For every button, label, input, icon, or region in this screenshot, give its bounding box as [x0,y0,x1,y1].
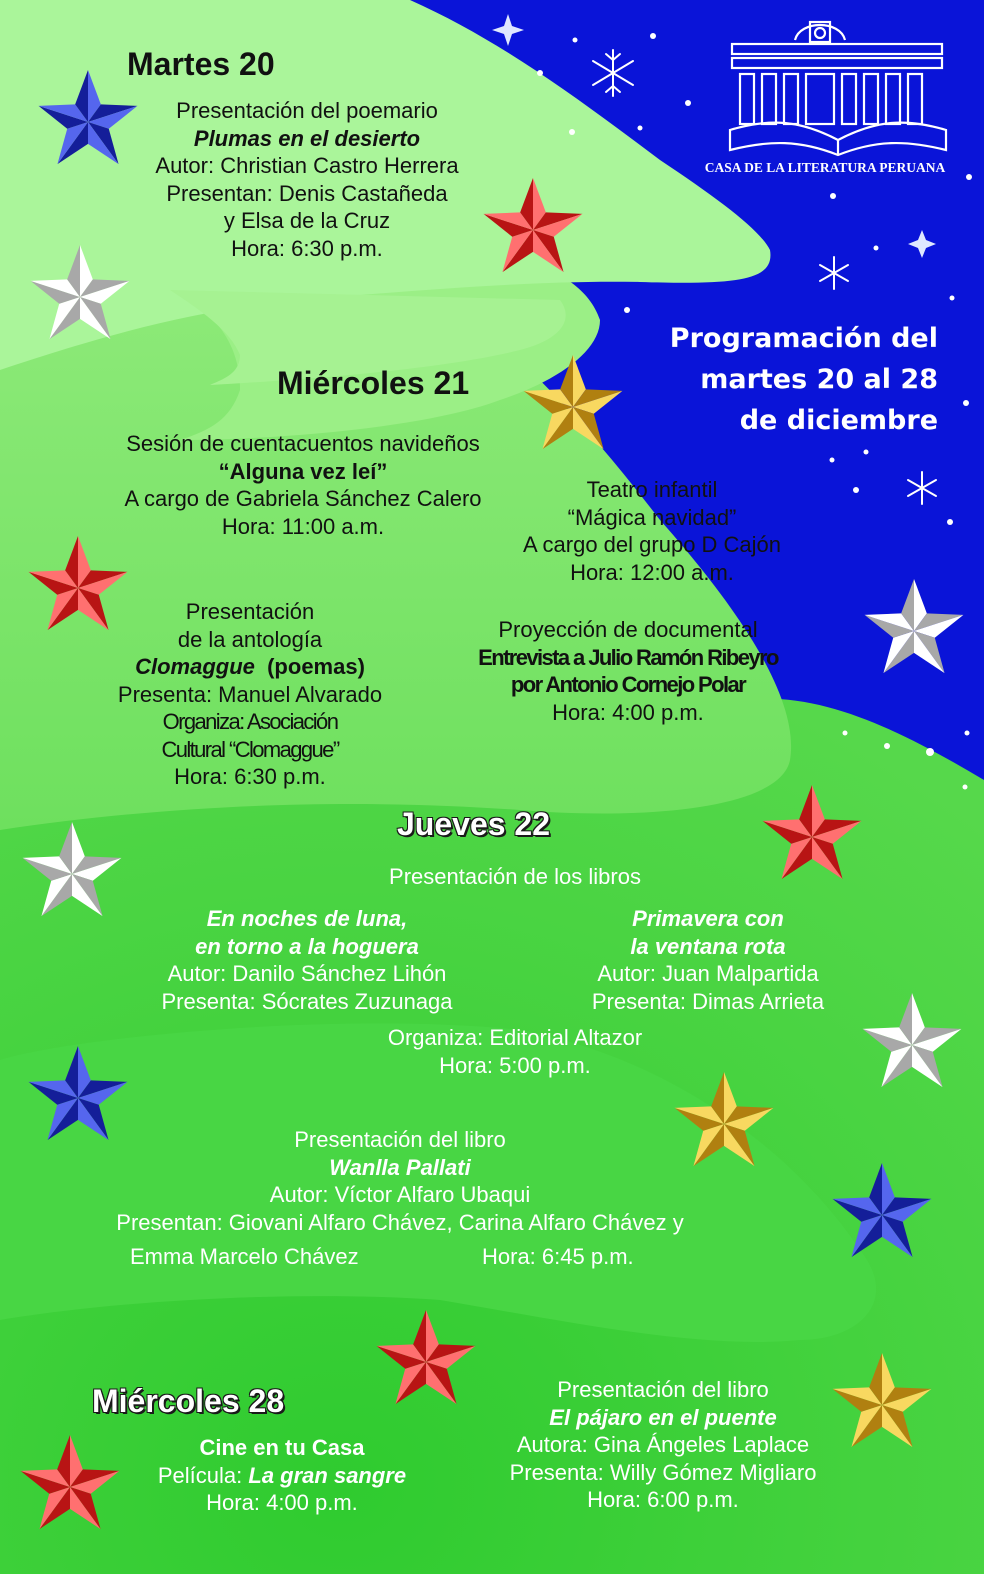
event-presenters-2: Emma Marcelo Chávez [130,1244,359,1269]
event-presenters-2: y Elsa de la Cruz [223,208,391,233]
event-documental [440,616,816,726]
event-host: A cargo del grupo D Cajón [522,532,782,557]
book-title: En noches de luna, [206,906,408,931]
event-time: Hora: 6:30 p.m. [174,764,326,789]
program-line-1: Programación del [669,323,938,354]
event-time: Hora: 4:00 p.m. [206,1490,358,1515]
brand-name: CASA DE LA LITERATURA PERUANA [704,160,946,175]
event-line-2: de la antología [177,626,323,652]
event-teatro [500,476,804,586]
event-cuentacuentos [100,430,506,540]
event-author: Autor: Víctor Alfaro Ubaqui [269,1182,531,1207]
event-time: Hora: 6:30 p.m. [231,235,383,261]
event-work-title: “Mágica navidad” [567,504,737,530]
book-title-2: en torno a la hoguera [195,933,419,959]
book-title-2: la ventana rota [630,933,786,959]
event-author: Autor: Christian Castro Herrera [155,153,459,178]
book-author: Autor: Danilo Sánchez Lihón [167,961,447,986]
event-time: Hora: 6:00 p.m. [587,1487,739,1512]
event-film-line [110,1462,454,1490]
event-cine [110,1434,454,1517]
event-line: Sesión de cuentacuentos navideños [126,431,480,456]
event-line: Presentación del libro [557,1377,769,1402]
event-work-line [100,653,400,681]
event-time: Hora: 6:45 p.m. [482,1244,634,1269]
event-presenters: Presentan: Denis Castañeda [166,180,448,206]
book-author: Autor: Juan Malpartida [597,961,819,986]
event-presenter: Presenta: Willy Gómez Migliaro [509,1459,817,1485]
event-work-title: Clomaggue [135,654,255,679]
event-presenter: Presenta: Manuel Alvarado [117,681,383,707]
event-author: Autora: Gina Ángeles Laplace [516,1432,810,1457]
event-organizer: Organiza: Asociación [162,709,338,734]
event-antologia [100,598,400,791]
event-host: A cargo de Gabriela Sánchez Calero [124,486,482,511]
event-work-title: El pájaro en el puente [549,1404,777,1430]
day-title-martes-20: Martes 20 [127,46,275,82]
book-title: Primavera con [632,906,784,931]
program-line-2: martes 20 al 28 [700,364,938,395]
program-line-3: de diciembre [739,405,938,436]
event-genre: (poemas) [267,654,365,679]
day-title-jueves-22: Jueves 22 [397,806,551,842]
event-time: Hora: 5:00 p.m. [439,1052,591,1078]
event-line: Presentación del poemario [176,98,438,123]
event-organizer-2: Cultural “Clomaggue” [161,736,339,762]
event-work-title: Plumas en el desierto [193,125,421,151]
book-presenter: Presenta: Sócrates Zuzunaga [161,988,453,1014]
event-work-title: “Alguna vez leí” [218,458,388,484]
film-label: Película: [157,1462,243,1488]
event-presenters: Presentan: Giovani Alfaro Chávez, Carina Alfaro Chávez y [116,1209,684,1235]
event-line: Teatro infantil [586,477,718,502]
book-presenter: Presenta: Dimas Arrieta [591,988,825,1014]
books-organizer-time [330,1024,700,1079]
event-line: Cine en tu Casa [199,1435,365,1460]
event-time: Hora: 11:00 a.m. [221,513,385,539]
event-time: Hora: 4:00 p.m. [552,699,704,725]
book-en-noches-de-luna [130,905,484,1015]
event-martes-poemario [130,97,484,262]
program-heading [638,318,938,441]
book-primavera [566,905,850,1015]
event-line: Presentación del libro [294,1127,506,1152]
day-title-miercoles-21: Miércoles 21 [277,365,470,401]
event-work-title-2: por Antonio Cornejo Polar [510,672,746,697]
event-work-title: Wanlla Pallati [329,1154,471,1180]
day-title-miercoles-28: Miércoles 28 [92,1383,285,1419]
film-title: La gran sangre [248,1462,407,1488]
event-line: Proyección de documental [498,617,758,642]
event-organizer: Organiza: Editorial Altazor [387,1025,643,1050]
event-books-intro: Presentación de los libros [389,864,641,889]
event-pajaro-en-el-puente [480,1376,846,1514]
event-time: Hora: 12:00 a.m. [570,559,734,585]
event-wanlla-pallati [40,1126,760,1236]
event-work-title: Entrevista a Julio Ramón Ribeyro [478,644,778,670]
event-line: Presentación [185,599,315,624]
